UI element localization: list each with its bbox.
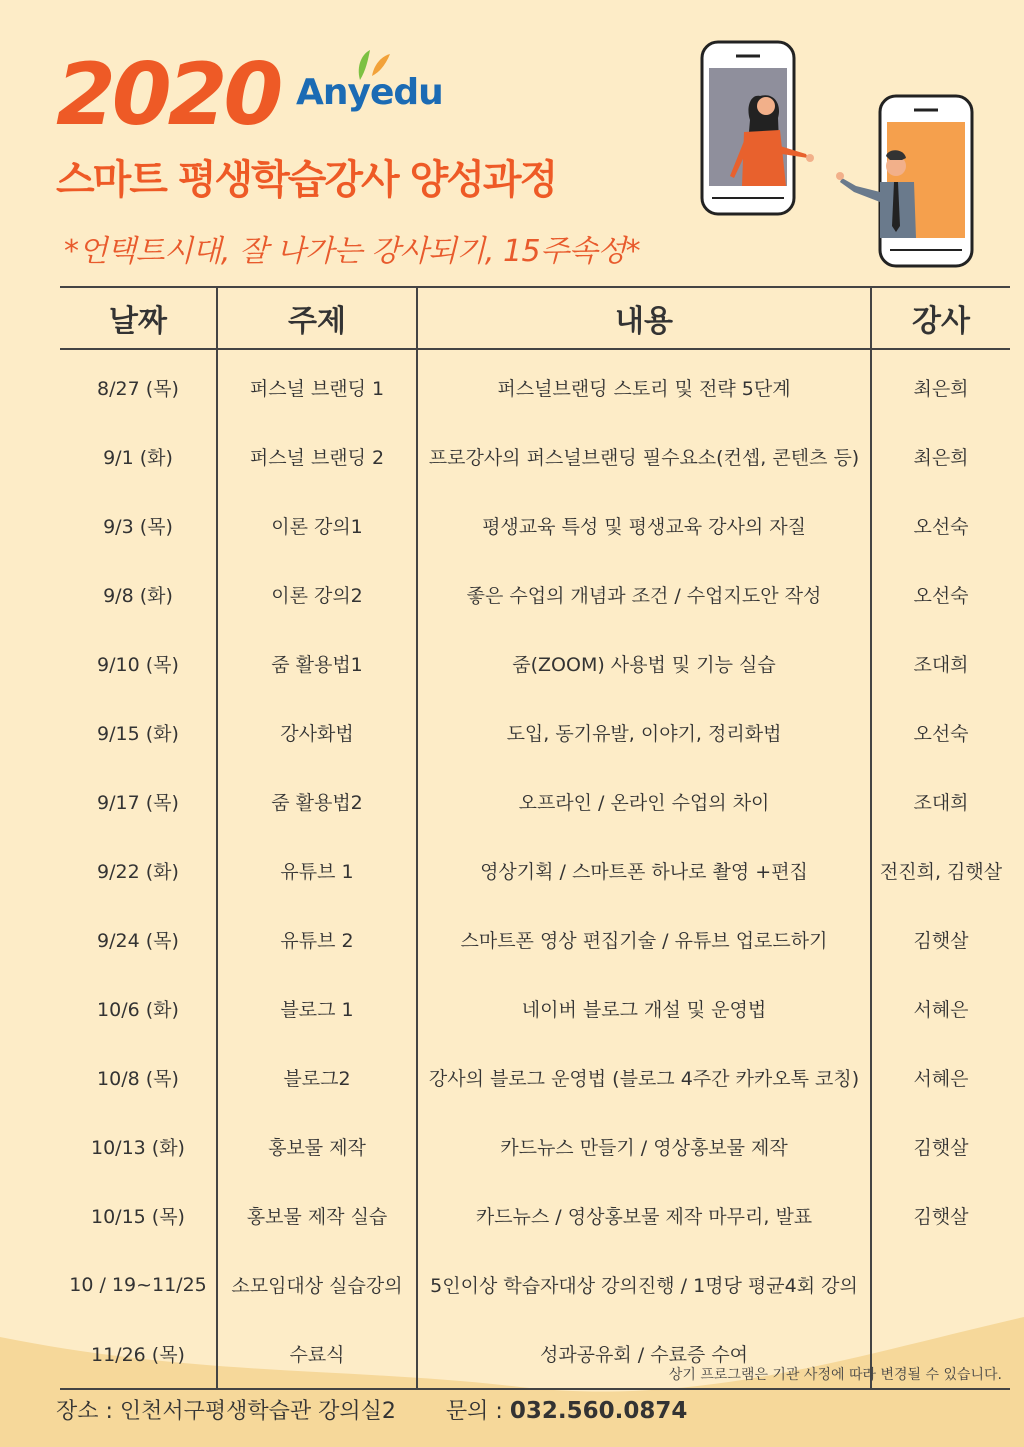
cell-teacher: 서혜은 <box>871 974 1010 1043</box>
cell-topic: 홍보물 제작 <box>217 1112 417 1181</box>
cell-date: 10/15 (목) <box>91 1206 185 1228</box>
table-row <box>60 1250 1010 1319</box>
table-row <box>60 560 1010 629</box>
cell-date: 9/24 (목) <box>97 930 179 952</box>
cell-topic: 블로그 1 <box>217 974 417 1043</box>
schedule-table <box>60 286 1010 1390</box>
cell-date: 10 / 19~11/25 <box>69 1273 207 1296</box>
cell-date: 10/6 (화) <box>97 999 179 1021</box>
header-date: 날짜 <box>60 287 217 349</box>
anyedu-logo: Anyedu <box>296 72 443 113</box>
cell-teacher: 전진희, 김햇살 <box>871 836 1010 905</box>
cell-topic: 수료식 <box>217 1319 417 1389</box>
cell-teacher: 조대희 <box>871 767 1010 836</box>
cell-date: 9/1 (화) <box>103 447 173 469</box>
header-content: 내용 <box>417 287 871 349</box>
cell-topic: 소모임대상 실습강의 <box>217 1250 417 1319</box>
phone-number: 032.560.0874 <box>509 1398 688 1424</box>
cell-teacher: 김햇살 <box>871 1181 1010 1250</box>
table-body <box>60 349 1010 1389</box>
cell-content: 도입, 동기유발, 이야기, 정리화법 <box>417 698 871 767</box>
cell-topic: 이론 강의2 <box>217 560 417 629</box>
table-row <box>60 698 1010 767</box>
cell-topic: 강사화법 <box>217 698 417 767</box>
schedule-change-note: 상기 프로그램은 기관 사정에 따라 변경될 수 있습니다. <box>668 1367 1002 1383</box>
cell-date: 10/8 (목) <box>97 1068 179 1090</box>
table-row <box>60 836 1010 905</box>
cell-date: 9/10 (목) <box>97 654 179 676</box>
cell-teacher: 오선숙 <box>871 560 1010 629</box>
cell-date: 8/27 (목) <box>97 378 179 400</box>
table-row <box>60 422 1010 491</box>
cell-content: 오프라인 / 온라인 수업의 차이 <box>417 767 871 836</box>
cell-content: 줌(ZOOM) 사용법 및 기능 실습 <box>417 629 871 698</box>
schedule-table-container <box>60 286 1003 1390</box>
phone-woman-illustration <box>702 42 814 214</box>
cell-date: 9/17 (목) <box>97 792 179 814</box>
table-row <box>60 491 1010 560</box>
cell-teacher: 김햇살 <box>871 905 1010 974</box>
cell-teacher: 최은희 <box>871 422 1010 491</box>
header-teacher: 강사 <box>871 287 1010 349</box>
cell-content: 5인이상 학습자대상 강의진행 / 1명당 평균4회 강의 <box>417 1250 871 1319</box>
cell-content: 성과공유회 / 수료증 수여 <box>417 1319 871 1389</box>
cell-teacher <box>871 1250 1010 1319</box>
video-call-illustration <box>690 36 990 276</box>
contact-label: 문의 : <box>445 1399 503 1424</box>
cell-teacher: 오선숙 <box>871 491 1010 560</box>
cell-topic: 블로그2 <box>217 1043 417 1112</box>
page-subtitle: *언택트시대, 잘 나가는 강사되기, 15주속성* <box>64 234 641 269</box>
cell-topic: 유튜브 1 <box>217 836 417 905</box>
cell-content: 카드뉴스 만들기 / 영상홍보물 제작 <box>417 1112 871 1181</box>
cell-teacher: 조대희 <box>871 629 1010 698</box>
table-row <box>60 349 1010 422</box>
cell-date: 9/15 (화) <box>97 723 179 745</box>
page-title: 스마트 평생학습강사 양성과정 <box>56 157 557 203</box>
cell-content: 카드뉴스 / 영상홍보물 제작 마무리, 발표 <box>417 1181 871 1250</box>
cell-topic: 퍼스널 브랜딩 2 <box>217 422 417 491</box>
table-row <box>60 1112 1010 1181</box>
table-row <box>60 629 1010 698</box>
place-label: 장소 : 인천서구평생학습관 강의실2 <box>56 1399 396 1424</box>
cell-topic: 이론 강의1 <box>217 491 417 560</box>
cell-topic: 퍼스널 브랜딩 1 <box>217 349 417 422</box>
cell-date: 9/3 (목) <box>103 516 173 538</box>
cell-teacher: 최은희 <box>871 349 1010 422</box>
table-header-row <box>60 287 1010 349</box>
cell-content: 강사의 블로그 운영법 (블로그 4주간 카카오톡 코칭) <box>417 1043 871 1112</box>
cell-content: 프로강사의 퍼스널브랜딩 필수요소(컨셉, 콘텐츠 등) <box>417 422 871 491</box>
table-row <box>60 974 1010 1043</box>
cell-content: 네이버 블로그 개설 및 운영법 <box>417 974 871 1043</box>
cell-date: 9/22 (화) <box>97 861 179 883</box>
cell-topic: 줌 활용법1 <box>217 629 417 698</box>
year-heading: 2020 <box>56 45 280 145</box>
cell-date: 11/26 (목) <box>60 1319 217 1389</box>
table-row <box>60 767 1010 836</box>
cell-topic: 홍보물 제작 실습 <box>217 1181 417 1250</box>
cell-content: 영상기획 / 스마트폰 하나로 촬영 +편집 <box>417 836 871 905</box>
phone-man-illustration <box>836 96 972 266</box>
cell-content: 좋은 수업의 개념과 조건 / 수업지도안 작성 <box>417 560 871 629</box>
cell-teacher: 서혜은 <box>871 1043 1010 1112</box>
header-topic: 주제 <box>217 287 417 349</box>
cell-teacher: 김햇살 <box>871 1112 1010 1181</box>
table-row <box>60 1181 1010 1250</box>
table-row <box>60 905 1010 974</box>
cell-topic: 줌 활용법2 <box>217 767 417 836</box>
cell-content: 퍼스널브랜딩 스토리 및 전략 5단계 <box>417 349 871 422</box>
cell-teacher: 오선숙 <box>871 698 1010 767</box>
footer <box>56 1394 687 1425</box>
cell-content: 평생교육 특성 및 평생교육 강사의 자질 <box>417 491 871 560</box>
cell-date: 9/8 (화) <box>103 585 173 607</box>
cell-topic: 유튜브 2 <box>217 905 417 974</box>
cell-content: 스마트폰 영상 편집기술 / 유튜브 업로드하기 <box>417 905 871 974</box>
table-row <box>60 1043 1010 1112</box>
cell-date: 10/13 (화) <box>91 1137 185 1159</box>
